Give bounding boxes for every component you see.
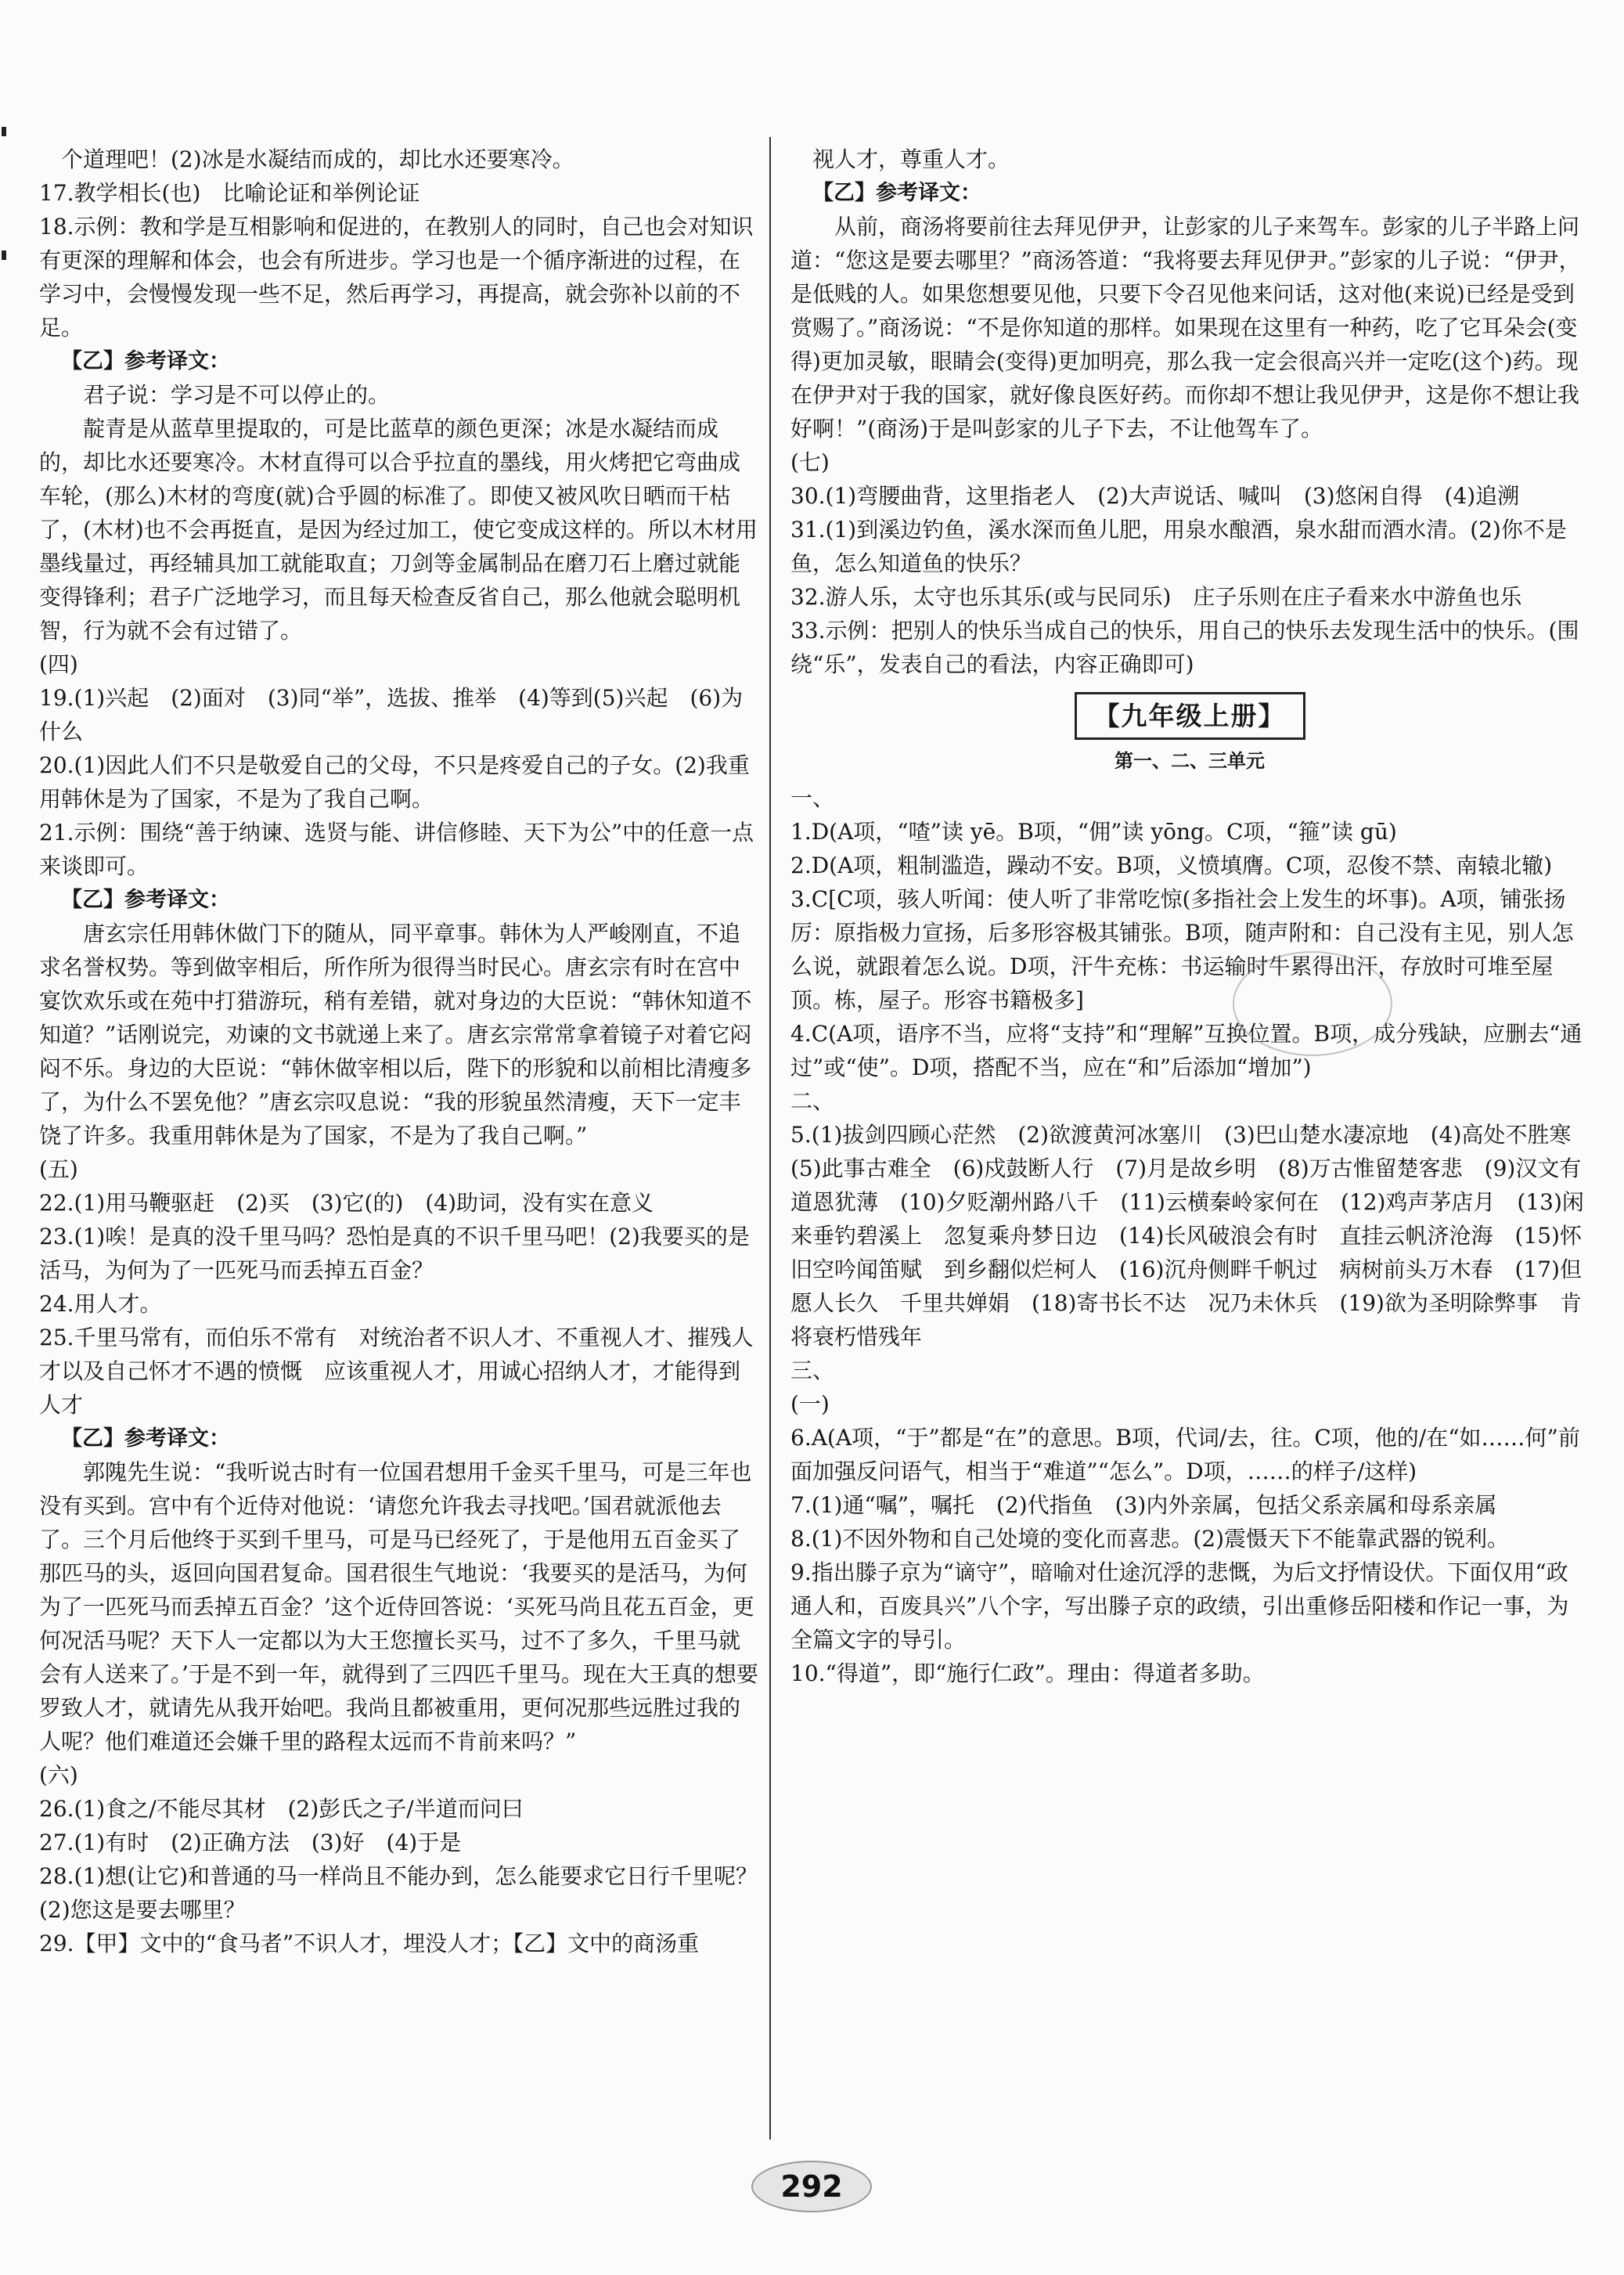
section-heading: 【乙】参考译文： [61, 349, 230, 373]
answer-paragraph: 29.【甲】文中的“食马者”不识人才，埋没人才；【乙】文中的商汤重 [39, 1931, 700, 1956]
margin-mark-lower [2, 251, 6, 260]
unit-title: 第一、二、三单元 [1114, 750, 1265, 772]
answer-paragraph: 个道理吧！(2)冰是水凝结而成的，却比水还要寒冷。 [61, 146, 574, 172]
answer-paragraph: 2.D(A项，粗制滥造，躁动不安。B项，义愤填膺。C项，忍俊不禁、南辕北辙) [790, 853, 1553, 878]
right-column-top [790, 142, 1589, 681]
answer-paragraph: 唐玄宗任用韩休做门下的随从，同平章事。韩休为人严峻刚直，不追求名誉权势。等到做宰相后，所作所为很得当时民心。唐玄宗有时在宫中宴饮欢乐或在苑中打猎游玩，稍有差错，就对身边的大臣说：“韩休知道不知道？”话刚说完，劝谏的文书就递上来了。唐玄宗常常拿着镜子对着它闷闷不乐。身边的大臣说：“韩休做宰相以后，陛下的形貌和以前相比清瘦多了，为什么不罢免他？”唐玄宗叹息说：“我的形貌虽然清瘦，天下一定丰饶了许多。我重用韩休是为了国家，不是为了我自己啊。” [39, 921, 752, 1148]
grade-title: 【九年级上册】 [1075, 692, 1305, 740]
right-column-bottom [790, 781, 1593, 1690]
answer-paragraph: 君子说：学习是不可以停止的。 [83, 382, 391, 408]
answer-paragraph: 7.(1)通“嘱”，嘱托 (2)代指鱼 (3)内外亲属，包括父系亲属和母系亲属 [790, 1492, 1497, 1518]
answer-paragraph: 33.示例：把别人的快乐当成自己的快乐，用自己的快乐去发现生活中的快乐。(围绕“乐”，发表自己的看法，内容正确即可) [790, 618, 1579, 677]
section-heading: 【乙】参考译文： [812, 181, 981, 205]
answer-paragraph: (六) [39, 1762, 78, 1788]
answer-paragraph: 8.(1)不因外物和自己处境的变化而喜悲。(2)震慑天下不能靠武器的锐利。 [790, 1526, 1510, 1552]
seal-stamp [1233, 951, 1392, 1056]
answer-paragraph: 23.(1)唉！是真的没千里马吗？恐怕是真的不识千里马吧！(2)我要买的是活马，为何为了一匹死马而丢掉五百金？ [39, 1224, 750, 1283]
answer-paragraph: (五) [39, 1156, 78, 1182]
answer-paragraph: 5.(1)拔剑四顾心茫然 (2)欲渡黄河冰塞川 (3)巴山楚水凄凉地 (4)高处不胜寒 (5)此事古难全 (6)戍鼓断人行 (7)月是故乡明 (8)万古惟留楚客悲 (9)汉文有道恩犹薄 (10)夕贬潮州路八千 (11)云横秦岭家何在 (12)鸡声茅店月 (13)闲来垂钓碧溪上 忽复乘舟梦日边 (14)长风破浪会有时 直挂云帆济沧海 (15)怀旧空吟闻笛赋 到乡翻似烂柯人 (16)沉舟侧畔千帆过 病树前头万木春 (17)但愿人长久 千里共婵娟 (18)寄书长不达 况乃未休兵 (19)欲为圣明除弊事 肯将衰朽惜残年 [790, 1122, 1593, 1350]
margin-mark-top [2, 127, 6, 136]
answer-paragraph: 三、 [790, 1357, 835, 1383]
section-heading: 【乙】参考译文： [61, 1426, 230, 1451]
answer-paragraph: 3.C[C项，骇人听闻：使人听了非常吃惊(多指社会上发生的坏事)。A项，铺张扬厉：原指极力宣扬，后多形容极其铺张。B项，随声附和：自己没有主见，别人怎么说，就跟着怎么说。D项，汗牛充栋：书运输时牛累得出汗，存放时可堆至屋顶。栋，屋子。形容书籍极多] [790, 886, 1574, 1013]
answer-paragraph: 28.(1)想(让它)和普通的马一样尚且不能办到，怎么能要求它日行千里呢？(2)您这是要去哪里？ [39, 1863, 758, 1923]
answer-paragraph: 从前，商汤将要前往去拜见伊尹，让彭家的儿子来驾车。彭家的儿子半路上问道：“您这是要去哪里？”商汤答道：“我将要去拜见伊尹。”彭家的儿子说：“伊尹，是低贱的人。如果您想要见他，只要下令召见他来问话，这对他(来说)已经是受到赏赐了。”商汤说：“不是你知道的那样。如果现在这里有一种药，吃了它耳朵会(变得)更加灵敏，眼睛会(变得)更加明亮，那么我一定会很高兴并一定吃(这个)药。现在伊尹对于我的国家，就好像良医好药。而你却不想让我见伊尹，这是你不想让我好啊！”(商汤)于是叫彭家的儿子下去，不让他驾车了。 [790, 214, 1581, 442]
answer-paragraph: 9.指出滕子京为“谪守”，暗喻对仕途沉浮的悲慨，为后文抒情设伏。下面仅用“政通人和，百废具兴”八个字，写出滕子京的政绩，引出重修岳阳楼和作记一事，为全篇文字的导引。 [790, 1559, 1569, 1653]
answer-paragraph: 18.示例：教和学是互相影响和促进的，在教别人的同时，自己也会对知识有更深的理解和体会，也会有所进步。学习也是一个循序渐进的过程，在学习中，会慢慢发现一些不足，然后再学习，再提高，就会弥补以前的不足。 [39, 214, 754, 341]
answer-paragraph: 靛青是从蓝草里提取的，可是比蓝草的颜色更深；冰是水凝结而成的，却比水还要寒冷。木材直得可以合乎拉直的墨线，用火烤把它弯曲成车轮，(那么)木材的弯度(就)合乎圆的标准了。即使又被风吹日晒而干枯了，(木材)也不会再挺直，是因为经过加工，使它变成这样的。所以木材用墨线量过，再经辅具加工就能取直；刀剑等金属制品在磨刀石上磨过就能变得锋利；君子广泛地学习，而且每天检查反省自己，那么他就会聪明机智，行为就不会有过错了。 [39, 416, 758, 644]
answer-paragraph: 一、 [790, 785, 835, 811]
answer-paragraph: 郭隗先生说：“我听说古时有一位国君想用千金买千里马，可是三年也没有买到。宫中有个近侍对他说：‘请您允许我去寻找吧。’国君就派他去了。三个月后他终于买到千里马，可是马已经死了，于是他用五百金买了那匹马的头，返回向国君复命。国君很生气地说：‘我要买的是活马，为何为了一匹死马而丢掉五百金？’这个近侍回答说：‘买死马尚且花五百金，更何况活马呢？天下人一定都以为大王您擅长买马，过不了多久，千里马就会有人送来了。’于是不到一年，就得到了三四匹千里马。现在大王真的想要罗致人才，就请先从我开始吧。我尚且都被重用，更何况那些远胜过我的人呢？他们难道还会嫌千里的路程太远而不肯前来吗？” [39, 1459, 758, 1754]
column-divider [769, 137, 771, 2140]
answer-paragraph: 10.“得道”，即“施行仁政”。理由：得道者多助。 [790, 1660, 1265, 1686]
section-heading: 【乙】参考译文： [61, 888, 230, 912]
answer-paragraph: 21.示例：围绕“善于纳谏、选贤与能、讲信修睦、天下为公”中的任意一点来谈即可。 [39, 820, 754, 879]
left-column [39, 142, 759, 1960]
answer-paragraph: 1.D(A项，“喳”读 yē。B项，“佣”读 yōng。C项，“箍”读 gū) [790, 819, 1397, 845]
answer-paragraph: 20.(1)因此人们不只是敬爱自己的父母，不只是疼爱自己的子女。(2)我重用韩休是为了国家，不是为了我自己啊。 [39, 752, 750, 812]
answer-paragraph: 22.(1)用马鞭驱赶 (2)买 (3)它(的) (4)助词，没有实在意义 [39, 1190, 654, 1216]
right-column [790, 142, 1593, 1690]
answer-paragraph: 24.用人才。 [39, 1291, 162, 1317]
answer-paragraph: 32.游人乐，太守也乐其乐(或与民同乐) 庄子乐则在庄子看来水中游鱼也乐 [790, 584, 1522, 610]
answer-paragraph: (七) [790, 449, 830, 475]
answer-paragraph: 19.(1)兴起 (2)面对 (3)同“举”，选拔、推举 (4)等到(5)兴起 (6)为什么 [39, 685, 744, 745]
answer-paragraph: 26.(1)食之/不能尽其材 (2)彭氏之子/半道而问曰 [39, 1796, 524, 1822]
answer-paragraph: 25.千里马常有，而伯乐不常有 对统治者不识人才、不重视人才、摧残人才以及自己怀才不遇的愤慨 应该重视人才，用诚心招纳人才，才能得到人才 [39, 1325, 754, 1418]
answer-paragraph: (四) [39, 651, 78, 677]
answer-paragraph: 17.教学相长(也) 比喻论证和举例论证 [39, 180, 420, 206]
answer-paragraph: 4.C(A项，语序不当，应将“支持”和“理解”互换位置。B项，成分残缺，应删去“通过”或“使”。D项，搭配不当，应在“和”后添加“增加”) [790, 1021, 1583, 1080]
answer-paragraph: 视人才，尊重人才。 [812, 146, 1010, 172]
answer-paragraph: 27.(1)有时 (2)正确方法 (3)好 (4)于是 [39, 1830, 462, 1855]
answer-paragraph: 31.(1)到溪边钓鱼，溪水深而鱼儿肥，用泉水酿酒，泉水甜而酒水清。(2)你不是鱼，怎么知道鱼的快乐？ [790, 517, 1567, 576]
grade-title-block [790, 692, 1589, 740]
answer-paragraph: 二、 [790, 1088, 835, 1114]
answer-paragraph: 6.A(A项，“于”都是“在”的意思。B项，代词/去，往。C项，他的/在“如……何”前面加强反问语气，相当于“难道”“怎么”。D项，……的样子/这样) [790, 1425, 1580, 1484]
page-number: 292 [751, 2161, 872, 2212]
answer-paragraph: 30.(1)弯腰曲背，这里指老人 (2)大声说话、喊叫 (3)悠闲自得 (4)追溯 [790, 483, 1520, 509]
answer-paragraph: (一) [790, 1391, 830, 1417]
